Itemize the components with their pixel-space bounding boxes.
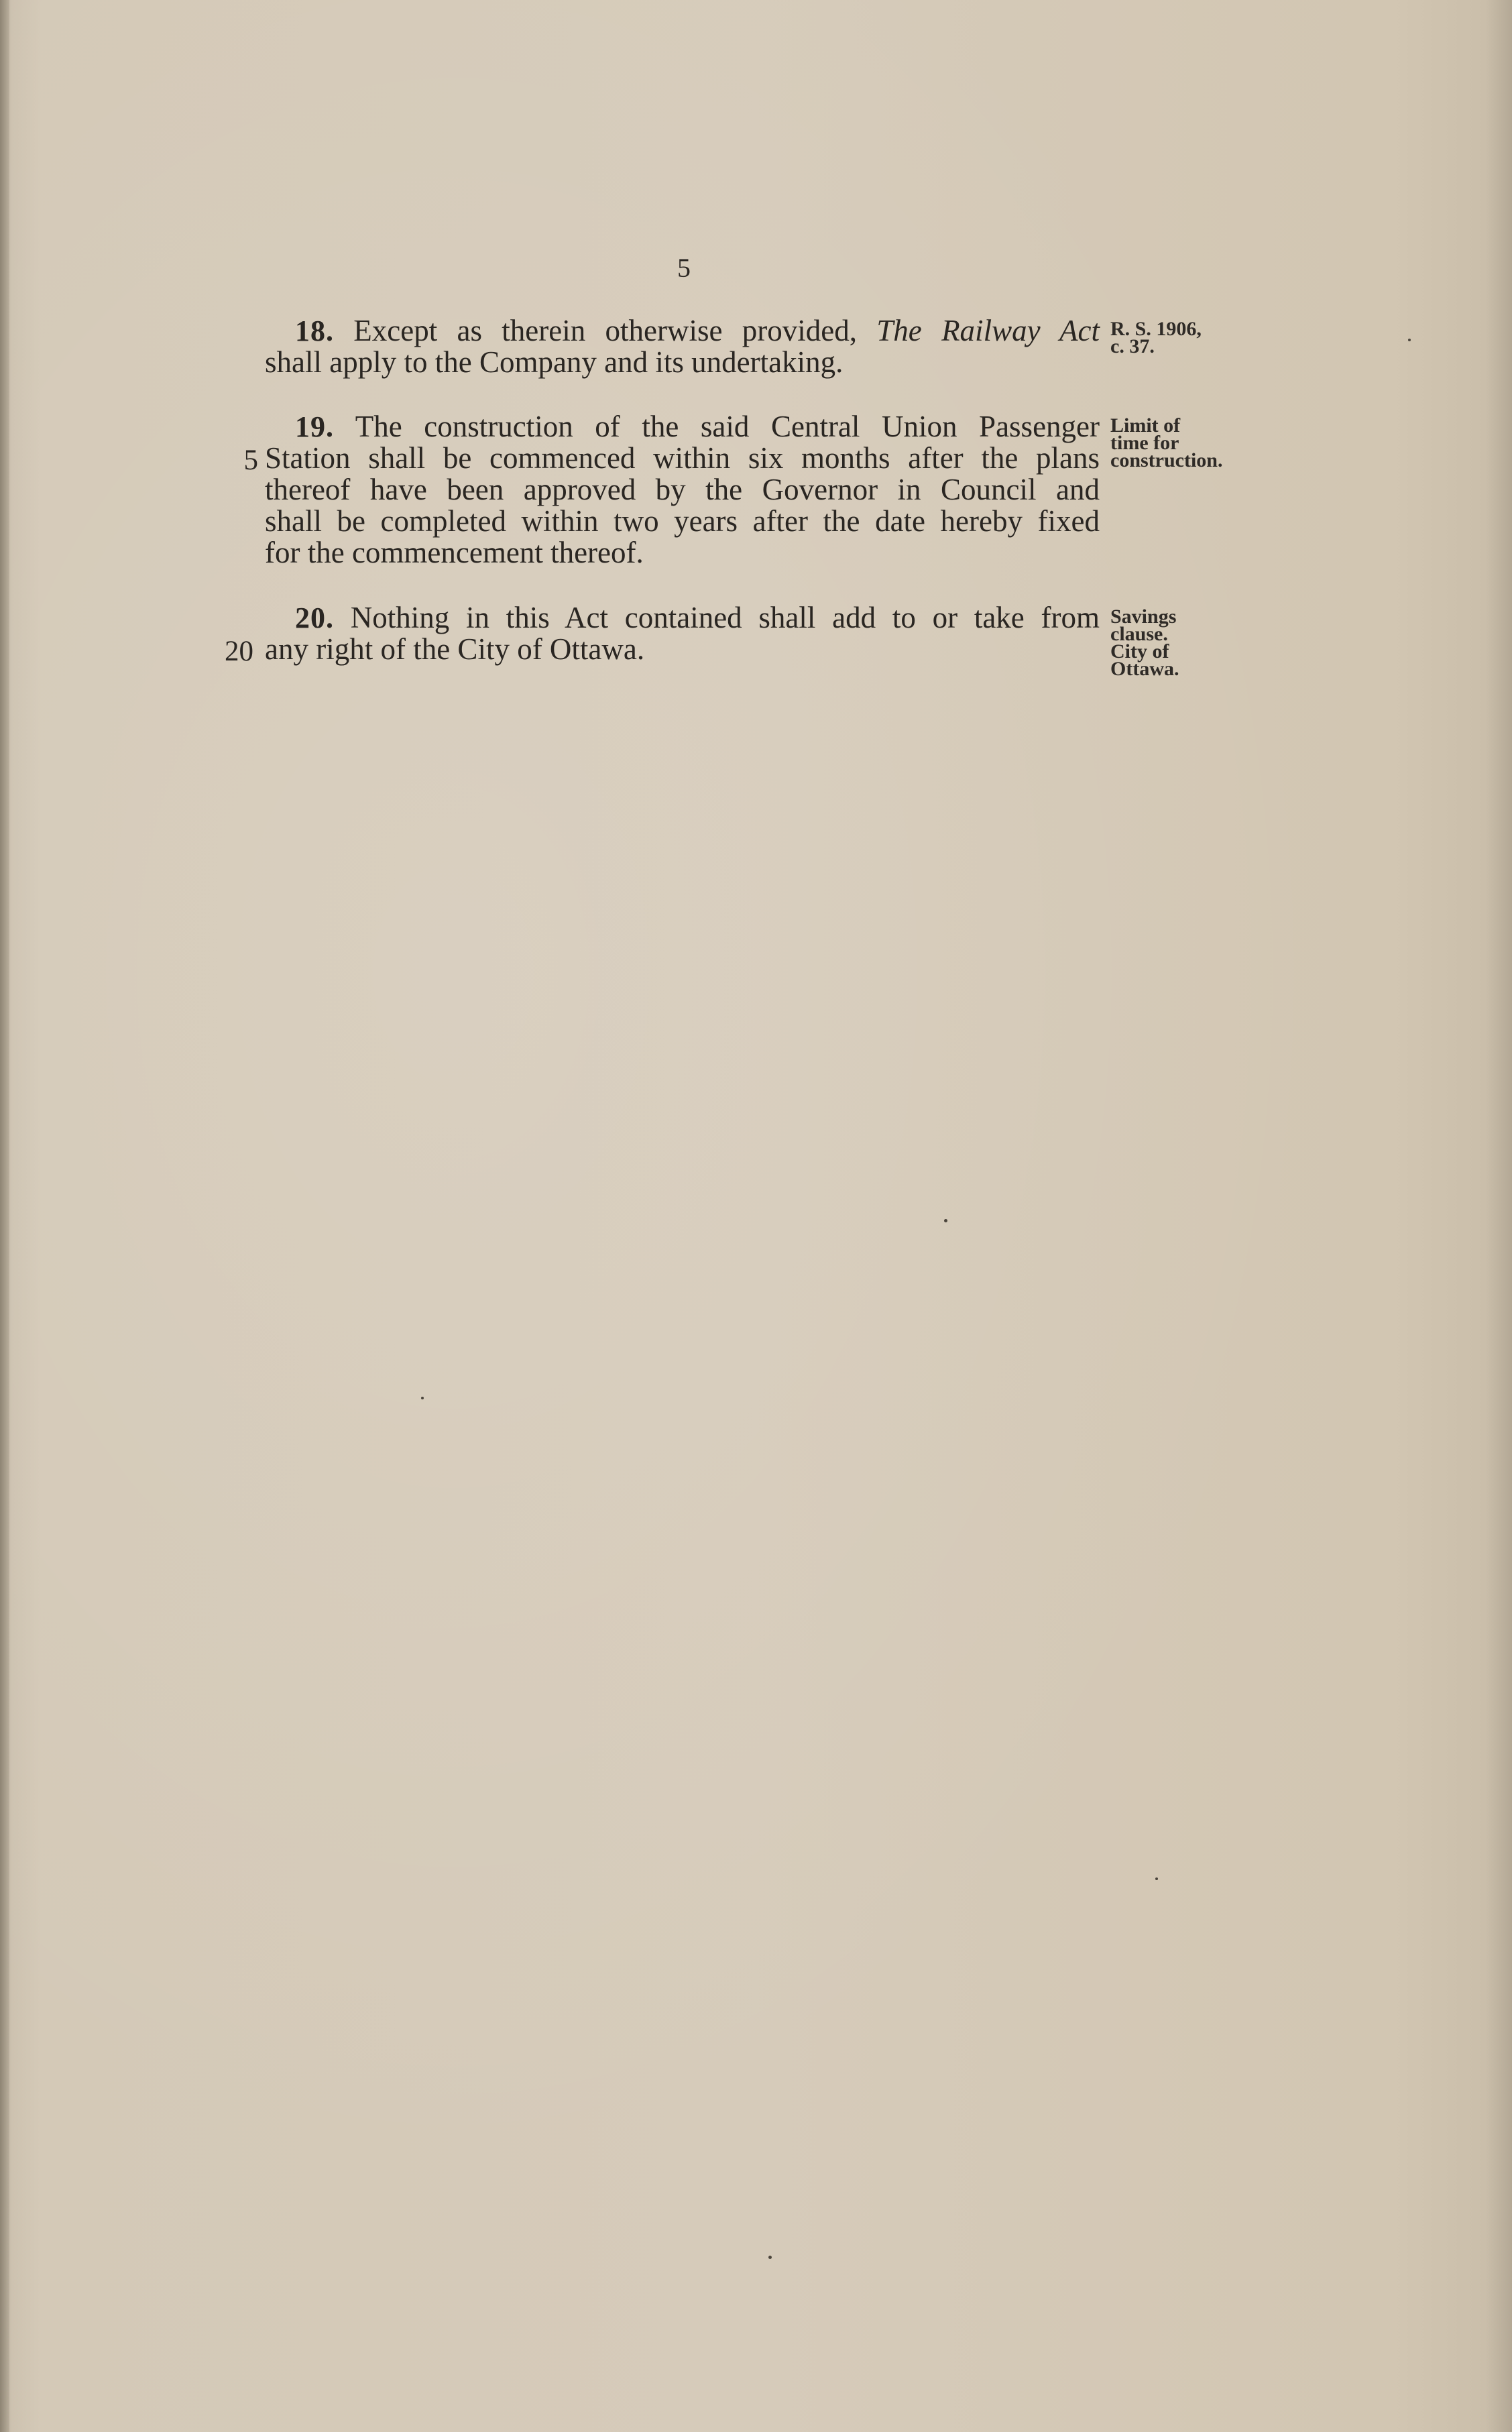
marginal-note-18-line-1: R. S. 1906,	[1110, 318, 1202, 340]
section-19-number: 19.	[295, 410, 334, 443]
section-20-line-2: any right of the City of Ottawa.	[265, 632, 645, 666]
paper-speck	[1155, 1877, 1158, 1880]
paper-speck	[1408, 339, 1411, 341]
marginal-note-20-line-1: Savings	[1110, 605, 1177, 628]
section-19-line-2: Station shall be commenced within six months after the plans	[265, 441, 1100, 475]
marginal-note-18	[1110, 318, 1202, 357]
section-19-line-3: thereof have been approved by the Governor in Council and	[265, 473, 1100, 506]
section-18-line-2: shall apply to the Company and its undertaking.	[265, 345, 844, 379]
page-number: 5	[677, 253, 691, 283]
page-right-edge	[1485, 0, 1512, 2432]
paper-speck	[768, 2256, 772, 2259]
section-19-line-1	[265, 411, 1100, 443]
marginal-note-19-line-1: Limit of	[1110, 414, 1181, 437]
section-19-line-4: shall be completed within two years after the date hereby fixed	[265, 504, 1100, 538]
section-20-line-1	[265, 602, 1100, 634]
marginal-note-19-line-2: time for	[1110, 432, 1179, 454]
marginal-note-19-line-3: construction.	[1110, 449, 1223, 471]
section-19-line-5: for the commencement thereof.	[265, 536, 644, 569]
section-20	[265, 602, 1100, 665]
marginal-note-20-line-4: Ottawa.	[1110, 658, 1179, 680]
section-20-number: 20.	[295, 601, 334, 634]
line-number-20: 20	[225, 636, 253, 667]
page-binding-edge	[0, 0, 9, 2432]
marginal-note-20	[1110, 605, 1179, 680]
marginal-note-18-line-2: c. 37.	[1110, 335, 1155, 357]
section-18	[265, 315, 1100, 378]
section-18-line-1	[265, 315, 1100, 347]
section-18-act-title: The Railway Act	[876, 314, 1100, 347]
section-20-text-1: Nothing in this Act contained shall add to or take from	[350, 601, 1100, 634]
paper-speck	[944, 1219, 947, 1222]
section-18-number: 18.	[295, 314, 334, 347]
section-19-text-1: The construction of the said Central Union Passenger	[355, 410, 1100, 443]
marginal-note-19	[1110, 414, 1223, 471]
marginal-note-20-line-2: clause.	[1110, 623, 1168, 645]
section-18-text-1: Except as therein otherwise provided,	[353, 314, 877, 347]
marginal-note-20-line-3: City of	[1110, 640, 1169, 662]
line-number-5: 5	[243, 445, 258, 476]
paper-speck	[421, 1397, 424, 1399]
section-19	[265, 411, 1100, 569]
